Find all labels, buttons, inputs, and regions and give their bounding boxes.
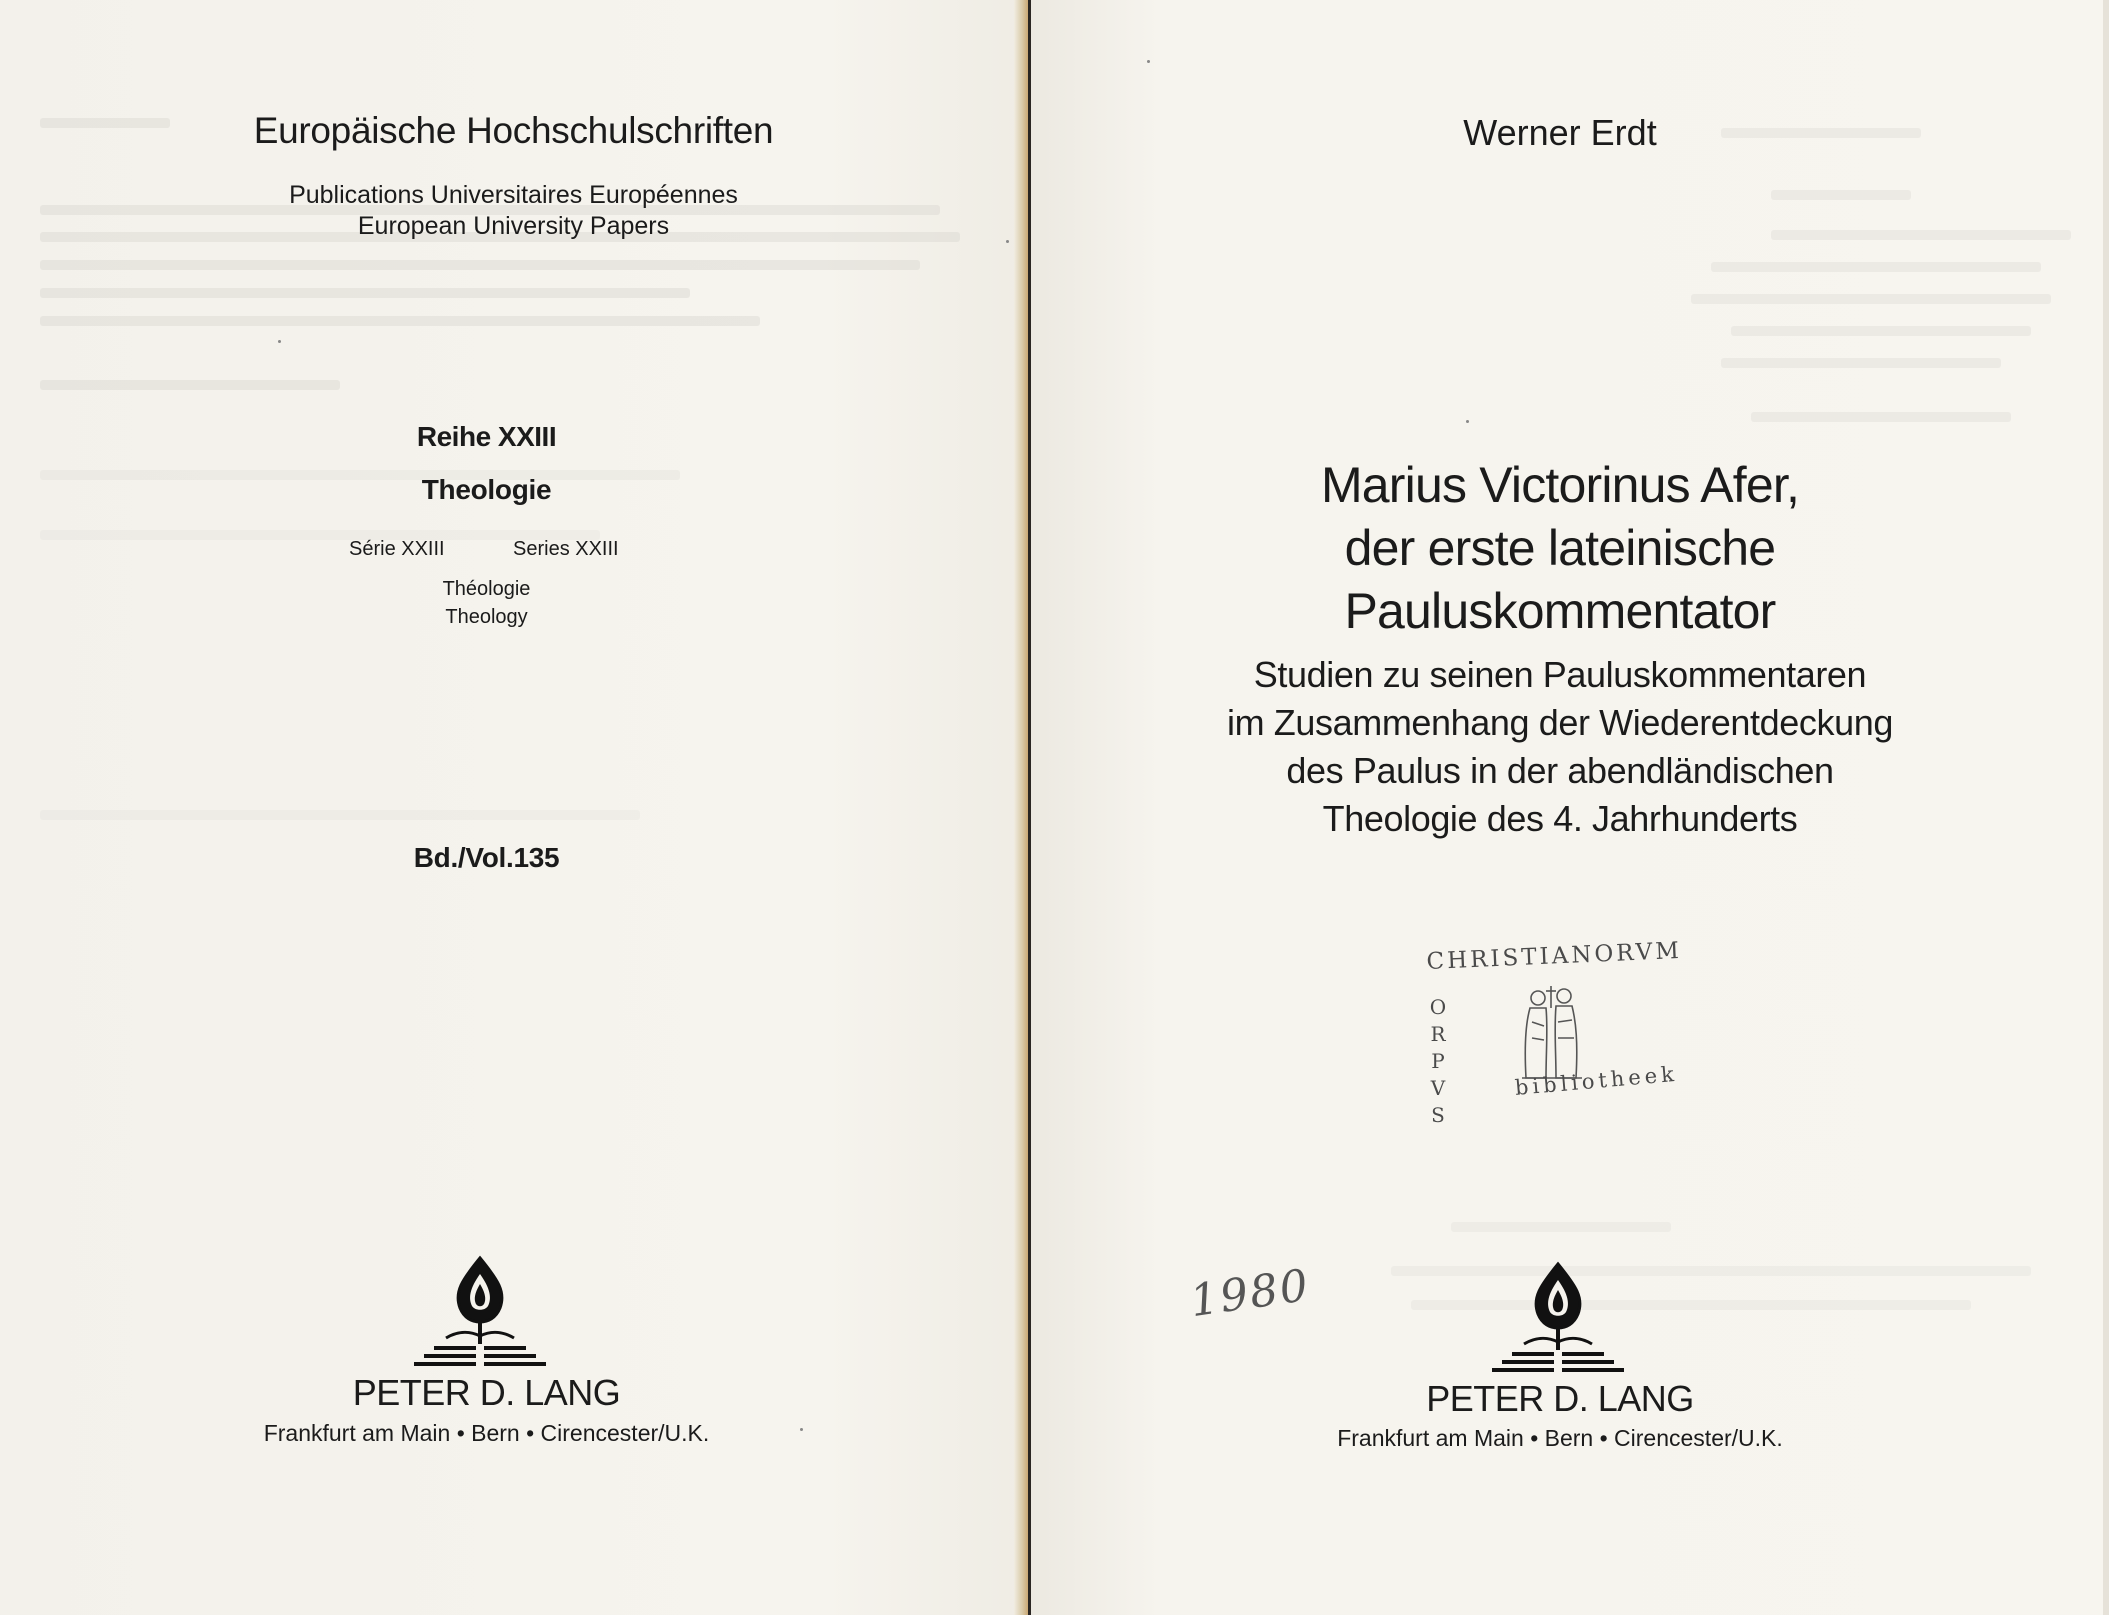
stamp-letter: R — [1430, 1022, 1446, 1046]
series-subtitle-fr: Publications Universitaires Européennes — [289, 181, 738, 209]
stamp-letter: O — [1429, 995, 1447, 1019]
stamp-letter: V — [1430, 1076, 1446, 1100]
book-title-line-3: Pauluskommentator — [1344, 583, 1776, 639]
paper-speck — [1147, 60, 1150, 63]
stamp-vertical-text — [1428, 994, 1448, 1129]
handwritten-year: 1980 — [1187, 1259, 1313, 1328]
stamp-bottom-text: bibliotheek — [1514, 1061, 1679, 1100]
paper-speck — [1006, 240, 1009, 243]
show-through-line — [40, 260, 920, 270]
publisher-cities: Frankfurt am Main • Bern • Cirencester/U.K. — [263, 1420, 710, 1446]
stamp-top-text: CHRISTIANORVM — [1426, 937, 1683, 975]
right-page-edge — [2103, 0, 2109, 1615]
book-title-line-2: der erste lateinische — [1344, 520, 1776, 576]
series-number: Reihe XXIII — [416, 421, 557, 452]
book-subtitle-line-2: im Zusammenhang der Wiederentdeckung — [1227, 702, 1893, 743]
book-title-line-1: Marius Victorinus Afer, — [1320, 457, 1800, 513]
paper-speck — [278, 340, 281, 343]
series-subtitle-en: European University Papers — [357, 212, 670, 240]
flame-book-logo-icon — [1488, 1258, 1628, 1376]
series-title: Europäische Hochschulschriften — [253, 110, 774, 151]
show-through-line — [40, 316, 760, 326]
theology-en: Theology — [445, 606, 528, 628]
show-through-line — [40, 288, 690, 298]
left-page — [0, 0, 1027, 1615]
show-through-line — [40, 810, 640, 820]
theologie-fr: Théologie — [442, 578, 531, 600]
volume-number: Bd./Vol.135 — [413, 842, 560, 873]
series-subject: Theologie — [421, 474, 552, 505]
flame-book-logo-icon — [410, 1252, 550, 1370]
right-page-content — [1031, 0, 2109, 1615]
stamp-letter: S — [1431, 1103, 1445, 1127]
book-subtitle-line-4: Theologie des 4. Jahrhunderts — [1322, 798, 1798, 839]
book-subtitle-line-3: des Paulus in der abendländischen — [1286, 750, 1834, 791]
serie-fr: Série XXIII — [349, 538, 445, 560]
book-subtitle-line-1: Studien zu seinen Pauluskommentaren — [1253, 654, 1867, 695]
publisher-cities: Frankfurt am Main • Bern • Cirencester/U.K. — [1337, 1425, 1783, 1451]
paper-speck — [800, 1428, 803, 1431]
stamp-letter: P — [1431, 1049, 1445, 1073]
publisher-name: PETER D. LANG — [352, 1372, 621, 1413]
series-en: Series XXIII — [513, 538, 619, 560]
show-through-line — [40, 380, 340, 390]
publisher-name: PETER D. LANG — [1426, 1378, 1694, 1419]
author-name: Werner Erdt — [1463, 112, 1657, 153]
paper-speck — [1466, 420, 1469, 423]
library-stamp — [1424, 937, 1754, 1144]
two-saints-figure-icon — [1502, 982, 1602, 1082]
